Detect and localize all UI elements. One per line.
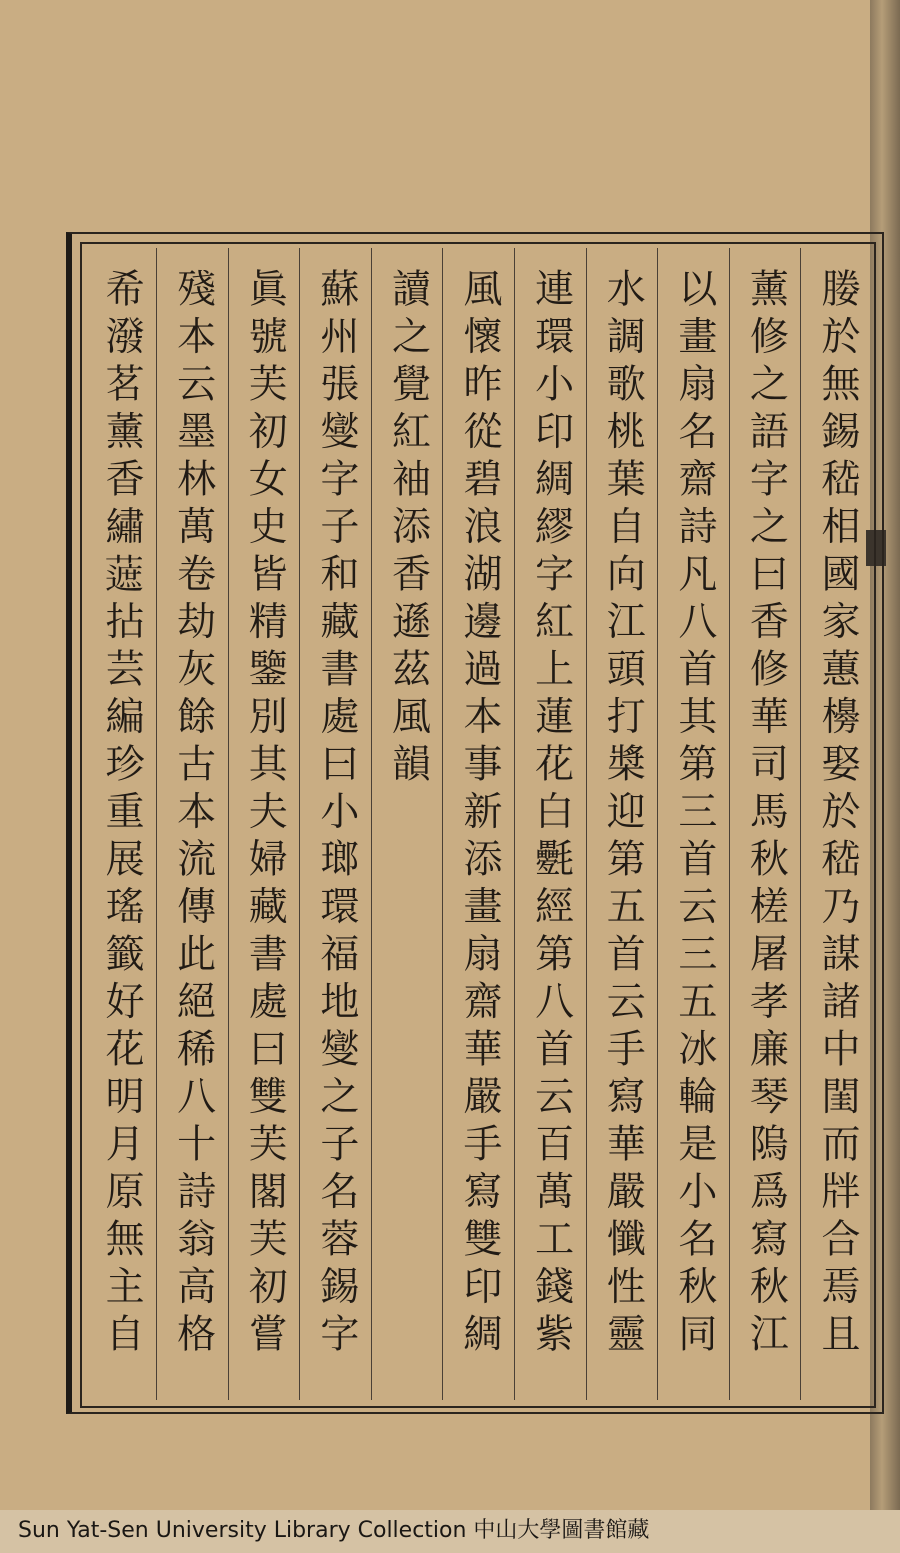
- text-columns: [84, 248, 872, 1400]
- collection-credit: Sun Yat-Sen University Library Collection 中山大學圖書館藏: [18, 1518, 650, 1543]
- text-column-9: 眞號芙初女史皆精鑒別其夫婦藏書處曰雙芙閣芙初嘗: [228, 248, 300, 1400]
- text-column-8: 蘇州張燮字子和藏書處曰小瑯環福地燮之子名蓉錫字: [299, 248, 371, 1400]
- text-column-10: 殘本云墨林萬卷劫灰餘古本流傳此絕稀八十詩翁高格: [156, 248, 228, 1400]
- text-column-4: 水調歌桃葉自向江頭打槳迎第五首云手寫華嚴懺性靈: [586, 248, 658, 1400]
- text-column-11: 希潑茗薰香繡𧀹拈芸編珍重展瑤籤好花明月原無主自: [99, 268, 145, 1361]
- text-column-2: 薰修之語字之曰香修華司馬秋槎屠孝廉琴隖爲寫秋江: [729, 248, 801, 1400]
- text-column-5: 連環小印綢繆字紅上蓮花白氎經第八首云百萬工錢紫: [514, 248, 586, 1400]
- text-column-7: 讀之覺紅袖添香遜茲風韻: [371, 248, 443, 1400]
- text-column-1: 媵於無錫嵇相國家蕙櫋娶於嵇乃謀諸中閨而牉合焉且: [800, 248, 872, 1400]
- text-column-3: 以畫扇名齋詩凡八首其第三首云三五冰輪是小名秋同: [657, 248, 729, 1400]
- text-column-6: 風懷昨從碧浪湖邊過本事新添畫扇齋華嚴手寫雙印綢: [442, 248, 514, 1400]
